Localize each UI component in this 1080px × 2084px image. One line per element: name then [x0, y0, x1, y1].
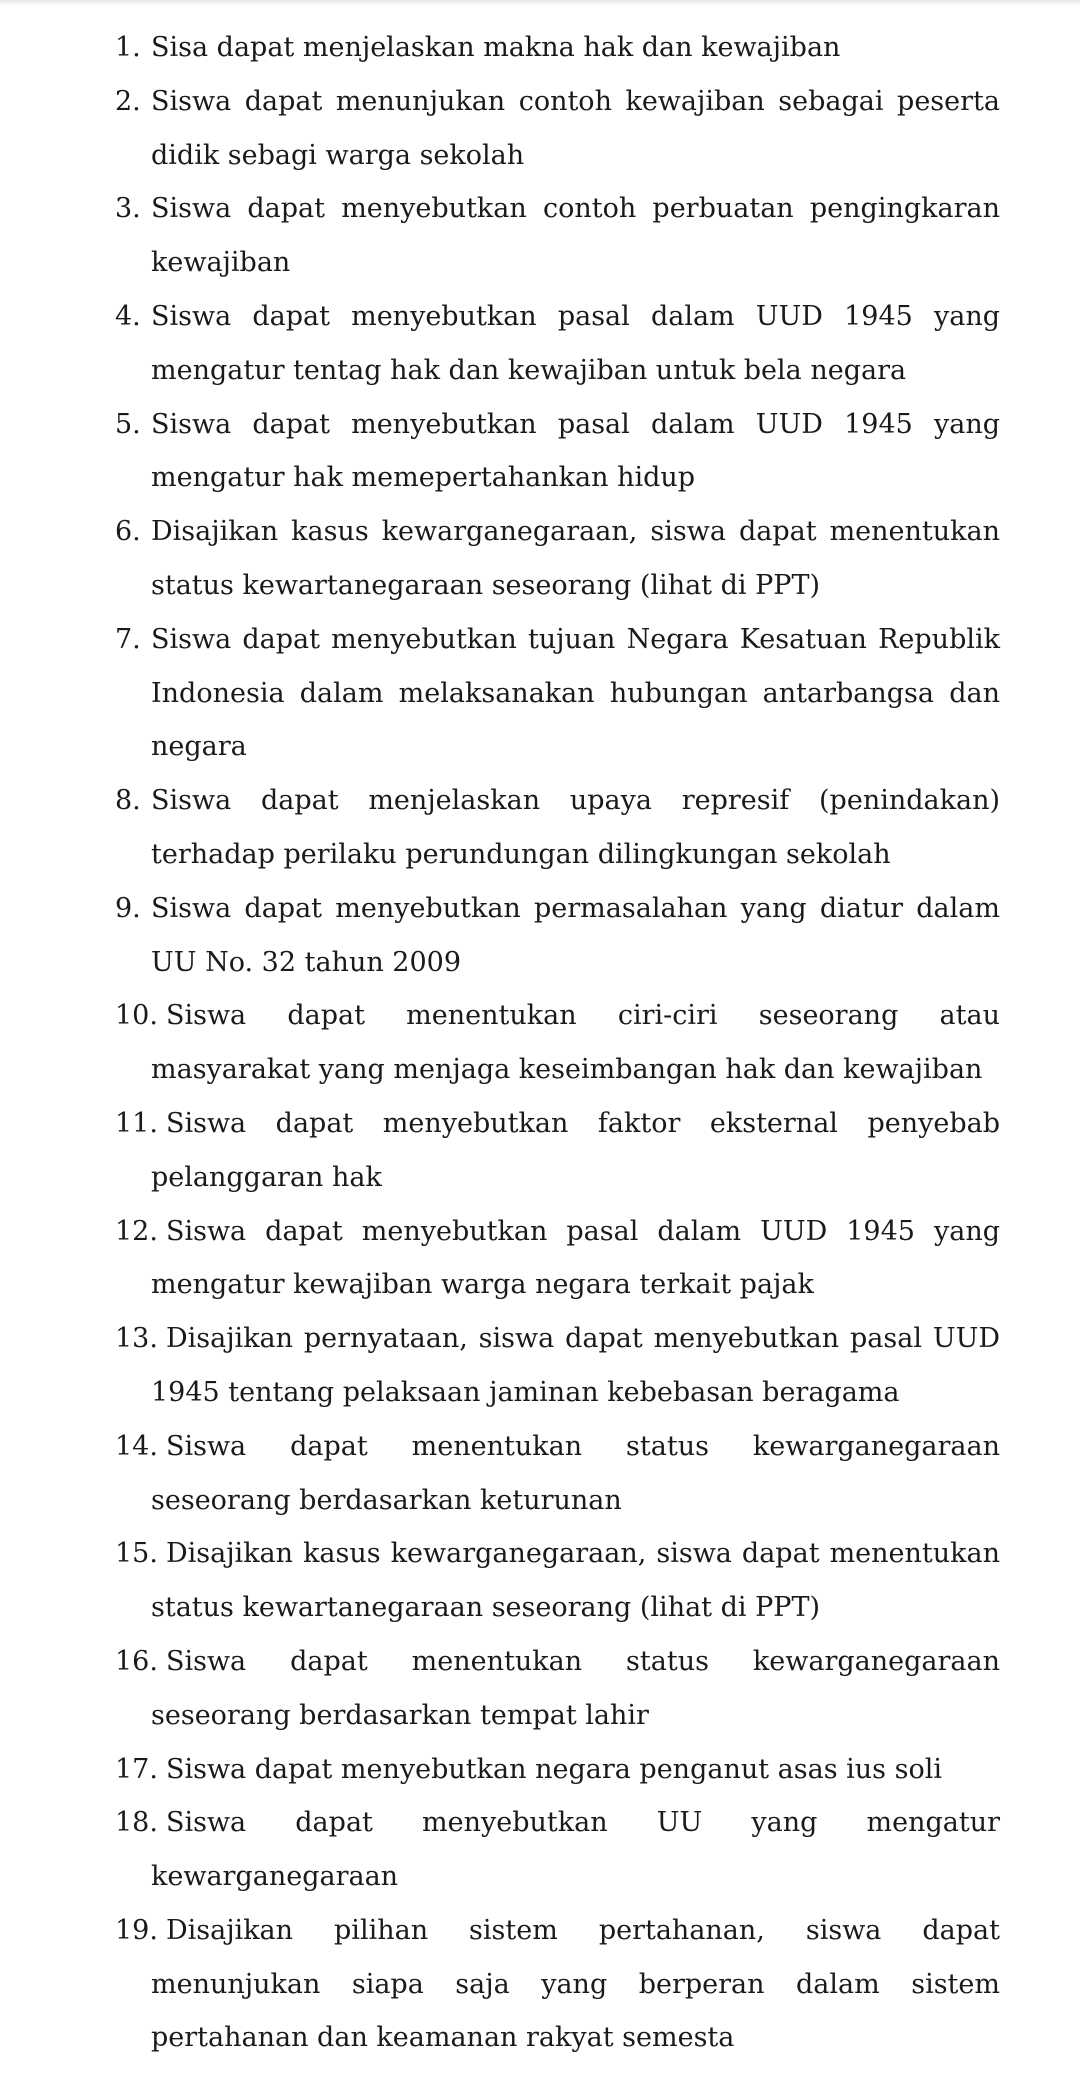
item-number: 11.: [115, 1107, 158, 1139]
item-text: Siswa dapat menyebutkan contoh perbuatan pengingkaran kewajiban: [151, 193, 1000, 279]
list-item: [115, 1796, 1000, 1904]
list-item: [115, 882, 1000, 990]
list-item: [115, 75, 1000, 183]
item-number: 5.: [115, 408, 141, 440]
item-text: Disajikan pernyataan, siswa dapat menyebutkan pasal UUD 1945 tentang pelaksaan jaminan kebebasan beragama: [151, 1323, 1000, 1408]
item-number: 9.: [115, 892, 141, 924]
item-text: Siswa dapat menunjukan contoh kewajiban sebagai peserta didik sebagi warga sekolah: [151, 85, 1000, 171]
list-item: [115, 21, 1000, 75]
list-item: [115, 1904, 1000, 2065]
item-number: 3.: [115, 193, 141, 225]
list-item: [115, 1743, 1000, 1797]
item-number: 6.: [115, 516, 141, 548]
list-item: [115, 1420, 1000, 1528]
item-number: 14.: [115, 1430, 158, 1462]
list-item: [115, 989, 1000, 1097]
item-text: Siswa dapat menyebutkan tujuan Negara Kesatuan Republik Indonesia dalam melaksanakan hubungan antarbangsa dan negara: [151, 623, 1000, 763]
item-number: 13.: [115, 1323, 158, 1355]
list-item: [115, 1527, 1000, 1635]
item-number: 7.: [115, 623, 141, 655]
item-number: 17.: [115, 1753, 158, 1785]
list-item: [115, 1205, 1000, 1313]
item-text: Siswa dapat menyebutkan negara penganut asas ius soli: [165, 1753, 942, 1785]
item-text: Disajikan kasus kewarganegaraan, siswa dapat menentukan status kewartanegaraan seseorang (lihat di PPT): [151, 516, 1000, 601]
item-number: 19.: [115, 1914, 158, 1946]
list-item: [115, 613, 1000, 774]
item-number: 10.: [115, 1000, 158, 1032]
list-item: [115, 1312, 1000, 1420]
item-text: Siswa dapat menyebutkan permasalahan yang diatur dalam UU No. 32 tahun 2009: [151, 892, 1000, 978]
objectives-list: [115, 21, 1000, 2065]
list-item: [115, 1635, 1000, 1743]
item-text: Siswa dapat menyebutkan UU yang mengatur kewarganegaraan: [151, 1807, 1000, 1893]
item-text: Sisa dapat menjelaskan makna hak dan kewajiban: [151, 32, 841, 63]
item-number: 8.: [115, 785, 141, 817]
item-text: Disajikan kasus kewarganegaraan, siswa dapat menentukan status kewartanegaraan seseorang (lihat di PPT): [151, 1538, 1000, 1624]
list-item: [115, 290, 1000, 398]
item-number: 15.: [115, 1538, 158, 1570]
item-text: Siswa dapat menyebutkan pasal dalam UUD 1945 yang mengatur tentag hak dan kewajiban untuk bela negara: [151, 300, 1000, 386]
item-number: 2.: [115, 85, 141, 117]
item-number: 16.: [115, 1645, 158, 1677]
item-text: Siswa dapat menentukan status kewarganegaraan seseorang berdasarkan tempat lahir: [151, 1645, 1000, 1731]
item-number: 1.: [115, 32, 141, 63]
list-item: [115, 774, 1000, 882]
item-text: Siswa dapat menyebutkan faktor eksternal penyebab pelanggaran hak: [151, 1107, 1000, 1193]
item-text: Siswa dapat menyebutkan pasal dalam UUD 1945 yang mengatur kewajiban warga negara terkait pajak: [151, 1215, 1000, 1301]
top-edge-shadow: [0, 0, 1080, 6]
item-text: Siswa dapat menentukan status kewarganegaraan seseorang berdasarkan keturunan: [151, 1430, 1000, 1516]
item-text: Siswa dapat menentukan ciri-ciri seseorang atau masyarakat yang menjaga keseimbangan hak dan kewajiban: [151, 1000, 1000, 1086]
item-number: 18.: [115, 1807, 158, 1839]
item-text: Siswa dapat menyebutkan pasal dalam UUD 1945 yang mengatur hak memepertahankan hidup: [151, 408, 1000, 494]
item-number: 12.: [115, 1215, 158, 1247]
list-item: [115, 1097, 1000, 1205]
item-text: Siswa dapat menjelaskan upaya represif (penindakan) terhadap perilaku perundungan dilingkungan sekolah: [151, 785, 1000, 870]
item-number: 4.: [115, 300, 141, 332]
list-item: [115, 398, 1000, 506]
item-text: Disajikan pilihan sistem pertahanan, siswa dapat menunjukan siapa saja yang berperan dalam sistem pertahanan dan keamanan rakyat semesta: [151, 1914, 1000, 2054]
list-item: [115, 182, 1000, 290]
list-item: [115, 505, 1000, 613]
